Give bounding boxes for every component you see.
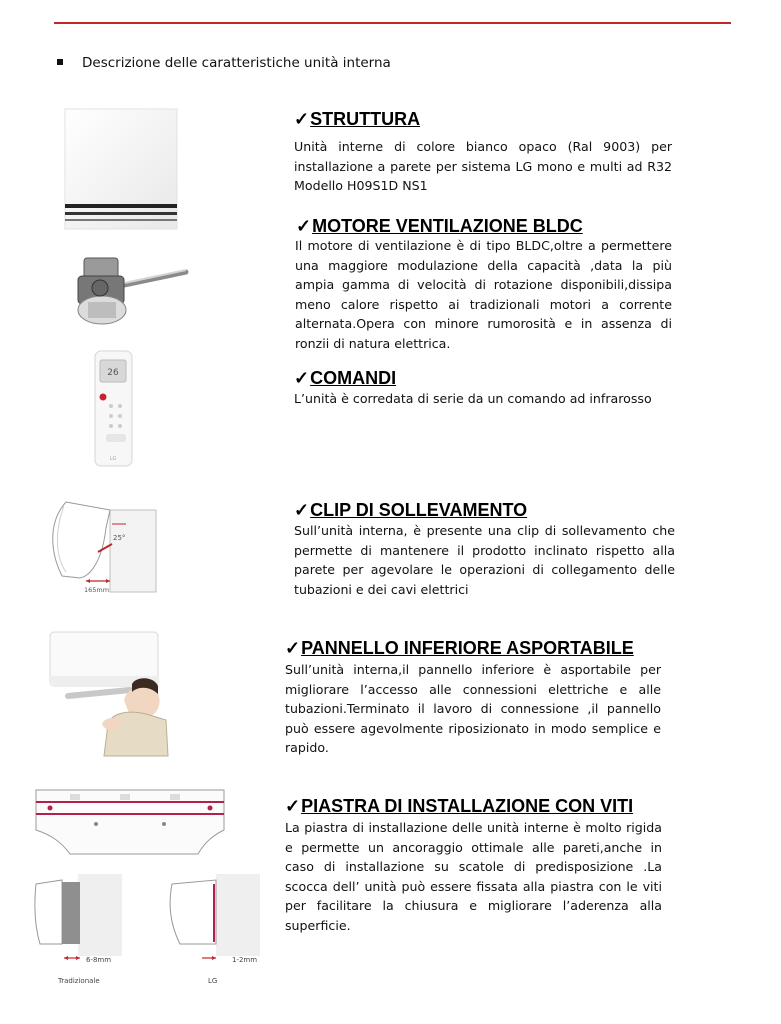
section-text-pannello: Sull’unità interna,il pannello inferiore è asportabile per migliorare l’accesso alle connessioni elettriche e alle tubazioni.Terminato il lavoro di connessione ,il pannello può essere agevolmente riposizionato in modo semplice e rapido.: [285, 662, 661, 756]
lifting-clip-illustration: [40, 492, 168, 596]
checkmark-icon: ✓: [294, 109, 310, 129]
section-heading-motore: ✓MOTORE VENTILAZIONE BLDC: [296, 216, 583, 236]
svg-text:LG: LG: [109, 456, 117, 462]
bullet-square-icon: [57, 59, 63, 65]
bldc-motor-illustration: [70, 252, 190, 330]
section-heading-struttura: ✓STRUTTURA: [294, 109, 421, 129]
remote-display-text: 26: [107, 368, 119, 378]
installation-plate-illustration: [30, 784, 262, 990]
section-heading-piastra: ✓PIASTRA DI INSTALLAZIONE CON VITI: [285, 796, 634, 816]
checkmark-icon: ✓: [294, 368, 310, 388]
section-text-comandi: L’unità è corredata di serie da un comando ad infrarosso: [294, 391, 652, 406]
section-text-piastra: La piastra di installazione delle unità interne è molto rigida e permette un ancoraggio ottimale alle pareti,anche in caso di installazione su scatole di predisposizione .La scocca dell’ unità può essere fissata alla piastra con le viti per facilitare la chiusura e migliorare l’aderenza alla superficie.: [285, 820, 662, 933]
clip-angle-label: 25°: [113, 534, 126, 542]
section-heading-pannello: ✓PANNELLO INFERIORE ASPORTABILE: [285, 638, 634, 658]
clip-distance-label: 165mm: [84, 586, 110, 594]
top-divider-line: [54, 22, 731, 24]
checkmark-icon: ✓: [294, 500, 310, 520]
gap-lg-label: 1-2mm: [232, 956, 258, 964]
gap-traditional-label: 6-8mm: [86, 956, 112, 964]
remote-control-illustration: [94, 350, 134, 468]
checkmark-icon: ✓: [285, 796, 301, 816]
indoor-unit-illustration: [62, 106, 180, 234]
traditional-label: Tradizionale: [58, 977, 100, 985]
section-text-motore: Il motore di ventilazione è di tipo BLDC,oltre a permettere una maggiore modulazione della capacità ,data la più ampia gamma di velocità di rotazione disponibili,dissipa meno calore rispetto ai tradizionali motori a corrente alternata.Opera con minore rumorosità e in assenza di ronzii di natura elettrica.: [295, 238, 672, 351]
section-text-struttura: Unità interne di colore bianco opaco (Ral 9003) per installazione a parete per sistema LG mono e multi ad R32 Modello H09S1D NS1: [294, 139, 672, 194]
removable-panel-illustration: [46, 628, 170, 758]
lg-label: LG: [208, 977, 218, 985]
section-heading-comandi: ✓COMANDI: [294, 368, 397, 388]
checkmark-icon: ✓: [285, 638, 301, 658]
section-text-clip: Sull’unità interna, è presente una clip di sollevamento che permette di mantenere il prodotto inclinato rispetto alla parete per agevolare le operazioni di collegamento delle tubazioni e dei cavi elettrici: [294, 523, 675, 597]
checkmark-icon: ✓: [296, 216, 312, 236]
intro-line: Descrizione delle caratteristiche unità interna: [82, 55, 391, 71]
section-heading-clip: ✓CLIP DI SOLLEVAMENTO: [294, 500, 528, 520]
